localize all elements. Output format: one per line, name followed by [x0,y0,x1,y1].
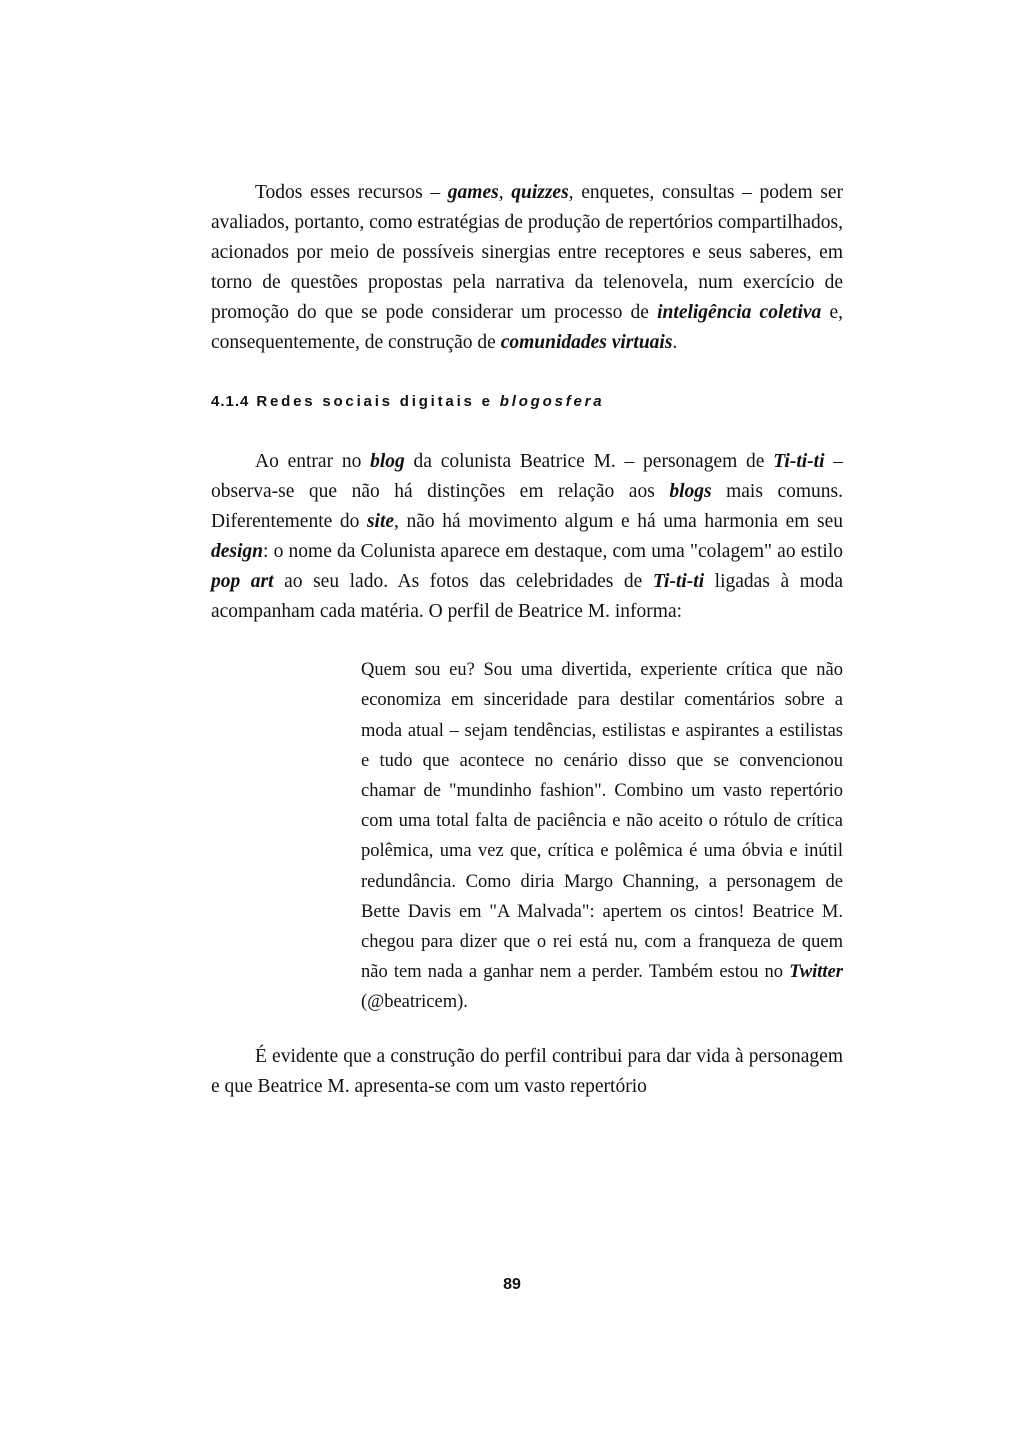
italic-term: blogs [669,480,712,502]
paragraph-blog [211,447,843,628]
italic-term: pop art [211,570,274,592]
text-run: É evidente que a construção do perfil contribui para dar vida à personagem e que Beatrice M. apresenta-se com um vasto repertório [211,1045,843,1097]
italic-term: Twitter [789,962,843,983]
text-run: Quem sou eu? Sou uma divertida, experiente crítica que não economiza em sinceridade para destilar comentários sobre a moda atual – sejam tendências, estilistas e aspirantes a estilistas e tudo que acontece no cenário disso que se convencionou chamar de "mundinho fashion". Combino um vasto repertório com uma total falta de paciência e não aceito o rótulo de crítica polêmica, uma vez que, crítica e polêmica é uma óbvia e inútil redundância. Como diria Margo Channing, a personagem de Bette Davis em "A Malvada": apertem os cintos! Beatrice M. chegou para dizer que o rei está nu, com a franqueza de quem não tem nada a ganhar nem a perder. Também estou no [361,660,843,983]
text-run: (@beatricem). [361,992,468,1013]
text-run: , enquetes, consultas – podem ser avaliados, portanto, como estratégias de produção de repertórios compartilhados, acionados por meio de possíveis sinergias entre receptores e seus saberes, em torno de questões propostas pela narrativa da telenovela, num exercício de promoção do que se pode considerar um processo de [211,182,844,324]
text-run: : o nome da Colunista aparece em destaque, com uma "colagem" ao estilo [263,540,843,562]
text-run: – observa-se que não há distinções em relação aos [211,450,843,502]
italic-term-comunidades-virtuais: comunidades virtuais [500,332,673,354]
text-run: Ao entrar no [255,450,371,472]
section-title-italic: blogosfera [499,392,605,410]
paragraph-recursos [211,178,843,359]
italic-term-inteligencia-coletiva: inteligência coletiva [657,302,822,324]
italic-term: blog [370,450,405,472]
page-body [211,178,843,1102]
text-run: , [498,182,512,203]
text-run: , não há movimento algum e há uma harmonia em seu [394,510,844,532]
italic-term: Ti-ti-ti [773,450,825,472]
italic-term: Ti-ti-ti [652,570,705,592]
text-run: e, consequentemente, de construção de [211,302,843,354]
text-run: da colunista Beatrice M. – personagem de [404,450,774,472]
paragraph-perfil [211,1042,843,1102]
text-run: ligadas à moda acompanham cada matéria. O perfil de Beatrice M. informa: [211,570,843,623]
section-number: 4.1.4 [211,392,250,410]
block-quote [361,655,843,1017]
page-number: 89 [503,1276,521,1293]
text-run: ao seu lado. As fotos das celebridades de [273,570,653,592]
italic-term-quizzes: quizzes [511,182,569,203]
italic-term: site [366,510,395,532]
text-run: mais comuns. Diferentemente do [211,480,843,532]
italic-term: design [211,540,264,562]
section-heading [211,391,843,413]
italic-term-games: games [447,182,499,203]
text-run: Todos esses recursos – [255,182,448,203]
section-title: Redes sociais digitais e [249,392,500,410]
text-run: . [672,332,678,354]
